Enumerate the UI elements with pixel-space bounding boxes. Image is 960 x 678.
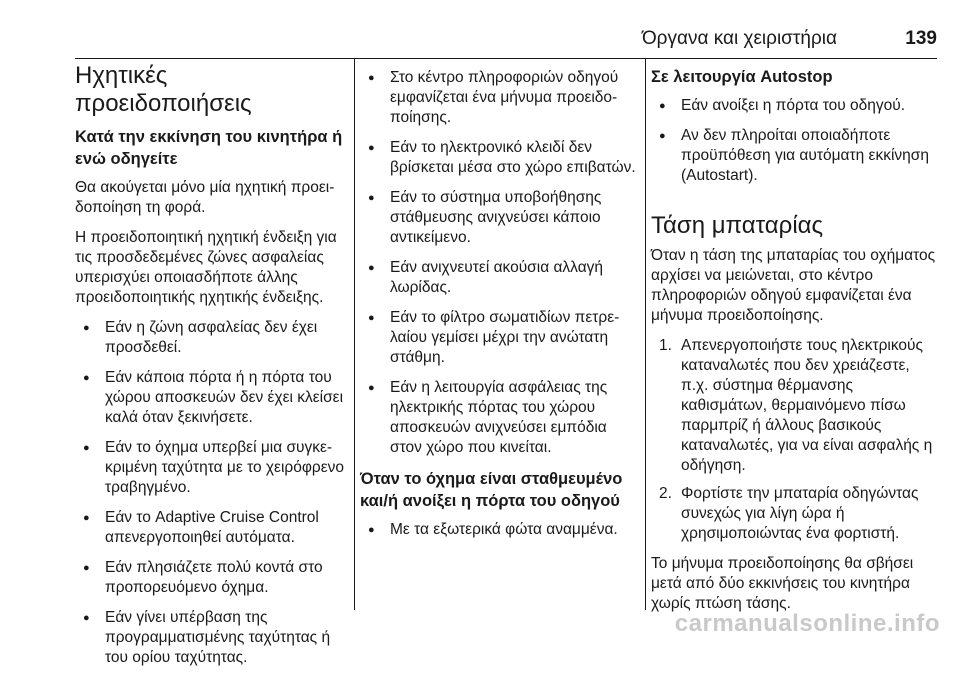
list-item: ● Εάν γίνει υπέρβαση της προγραμματισμένης ταχύτητας ή του ορίου ταχύτητας.	[105, 608, 347, 668]
bullet-list	[360, 520, 638, 540]
list-item: ● Εάν το Adaptive Cruise Control απενεργοποιηθεί αυτόματα.	[105, 508, 347, 548]
paragraph: Όταν η τάση της μπαταρίας του οχήματος αρχίσει να μειώνεται, στο κέντρο πληροφοριών οδηγού εμφανίζεται ένα μήνυμα προειδοποίησης.	[651, 247, 936, 324]
paragraph: Θα ακούγεται μόνο μία ηχητική προειδοποίηση τη φορά.	[75, 179, 335, 216]
section-heading: Τάση μπαταρίας	[651, 212, 824, 239]
step-text: Απενεργοποιήστε τους ηλεκτρικούς καταναλωτές που δεν χρειάζεστε, π.χ. σύστημα θέρμανσης καθισμάτων, θερμαινόμενο πίσω παρμπρίζ ή άλλους βασικούς καταναλωτές, για να είναι ασφαλής η οδήγηση.	[681, 337, 933, 474]
watermark: carmanualsonline.info	[674, 610, 940, 637]
column-divider-2	[645, 58, 646, 610]
list-item: ● Με τα εξωτερικά φώτα αναμμένα.	[390, 520, 638, 540]
list-item: ● Εάν κάποια πόρτα ή η πόρτα του χώρου αποσκευών δεν έχει κλείσει καλά όταν ξεκινήσετε.	[105, 368, 347, 428]
subsection-heading: Σε λειτουργία Autostop	[651, 68, 833, 86]
list-item: ● Εάν το όχημα υπερβεί μια συγκεκριμένη ταχύτητα με το χειρόφρενο τραβηγμένο.	[105, 438, 347, 498]
section-title: Όργανα και χειριστήρια	[641, 28, 837, 49]
list-item: ● Εάν το φίλτρο σωματιδίων πετρελαίου γεμίσει μέχρι την ανώτατη στάθμη.	[390, 308, 638, 368]
bullet-list	[75, 318, 347, 668]
column-divider-1	[354, 58, 355, 610]
list-item: ● Εάν η λειτουργία ασφάλειας της ηλεκτρικής πόρτας του χώρου αποσκευών ανιχνεύσει εμπόδια στον χώρο που κινείται.	[390, 378, 638, 458]
list-item	[659, 484, 937, 544]
step-text: Φορτίστε την μπαταρία οδηγώντας συνεχώς για λίγη ώρα ή χρησιμοποιώντας ένα φορτιστή.	[681, 485, 919, 542]
bullet-list	[360, 68, 638, 458]
list-item: ● Στο κέντρο πληροφοριών οδηγού εμφανίζεται ένα μήνυμα προειδοποίησης.	[390, 68, 638, 128]
bullet-list	[651, 96, 937, 186]
page-number: 139	[905, 28, 937, 49]
header-rule	[75, 58, 937, 59]
page-header	[75, 28, 937, 56]
numbered-list	[651, 336, 937, 544]
list-item: ● Εάν το ηλεκτρονικό κλειδί δεν βρίσκεται μέσα στο χώρο επιβατών.	[390, 138, 638, 178]
paragraph: Το μήνυμα προειδοποίησης θα σβήσει μετά από δύο εκκινήσεις του κινητήρα χωρίς πτώση τάσης.	[651, 555, 914, 612]
list-item	[659, 336, 937, 476]
list-item: ● Εάν ανοίξει η πόρτα του οδηγού.	[681, 96, 937, 116]
section-heading: Ηχητικές προειδοποιήσεις	[75, 62, 252, 117]
list-item: ● Εάν πλησιάζετε πολύ κοντά στο προπορευόμενο όχημα.	[105, 558, 347, 598]
list-item: ● Εάν ανιχνευτεί ακούσια αλλαγή λωρίδας.	[390, 258, 638, 298]
subsection-heading: Κατά την εκκίνηση του κινητήρα ή ενώ οδηγείτε	[75, 128, 343, 168]
column-3	[651, 62, 937, 624]
list-item: ● Εάν το σύστημα υποβοήθησης στάθμευσης ανιχνεύσει κάποιο αντικείμενο.	[390, 188, 638, 248]
step-number: 1.	[659, 337, 672, 354]
subsection-heading: Όταν το όχημα είναι σταθμευμένο και/ή ανοίξει η πόρτα του οδηγού	[360, 470, 623, 510]
step-number: 2.	[659, 485, 672, 502]
list-item: ● Αν δεν πληροίται οποιαδήποτε προϋπόθεση για αυτόματη εκκίνηση (Autostart).	[681, 126, 937, 186]
column-2	[360, 62, 638, 550]
paragraph: Η προειδοποιητική ηχητική ένδειξη για τις προσδεδεμένες ζώνες ασφαλείας υπερισχύει οποιασδήποτε άλλης προειδοποιητικής ηχητικής ένδειξης.	[75, 229, 337, 306]
list-item: ● Εάν η ζώνη ασφαλείας δεν έχει προσδεθεί.	[105, 318, 347, 358]
column-1	[75, 62, 347, 678]
